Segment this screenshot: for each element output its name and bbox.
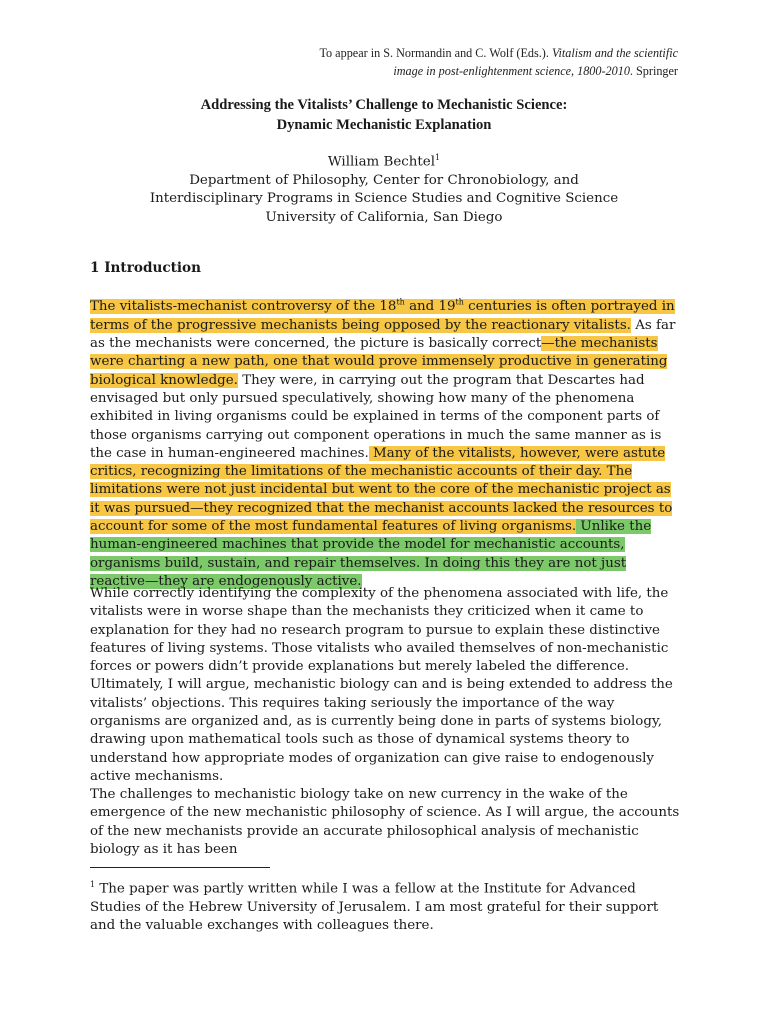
footnote bbox=[90, 876, 682, 936]
author-block bbox=[90, 149, 678, 227]
publication-note-suffix: . Springer bbox=[629, 64, 678, 78]
publication-note bbox=[300, 44, 678, 80]
paper-title-line-2: Dynamic Mechanistic Explanation bbox=[276, 117, 492, 133]
publication-note-prefix: To appear in S. Normandin and C. Wolf (Eds.). bbox=[319, 46, 549, 60]
plain-text: As far as the mechanists were concerned, the picture is basically correct bbox=[90, 317, 676, 352]
author-footnote-mark: 1 bbox=[434, 153, 441, 162]
plain-text: They were, in carrying out the program that Descartes had envisaged but only pursued speculatively, showing how many of the phenomena exhibited in living organisms could be explained in terms of the component parts of those organisms carrying out component operations in much the same manner as is the case in human-engineered machines. bbox=[90, 372, 662, 461]
paragraph-3: The challenges to mechanistic biology take on new currency in the wake of the emergence of the new mechanistic philosophy of science. As I will argue, the accounts of the new mechanists provide an accurate philosophical analysis of mechanistic biology as it has been bbox=[90, 787, 680, 857]
author-affiliation-1: Department of Philosophy, Center for Chronobiology, and bbox=[189, 172, 579, 188]
author-affiliation-2: Interdisciplinary Programs in Science Studies and Cognitive Science bbox=[149, 191, 619, 207]
publication-book-title: Vitalism and the scientific image in post-enlightenment science, 1800-2010 bbox=[393, 46, 678, 78]
footnote-divider bbox=[90, 867, 270, 868]
paper-title bbox=[90, 95, 678, 135]
footnote-mark: 1 bbox=[90, 880, 96, 889]
highlight-green: Unlike the human-engineered machines that provide the model for mechanistic accounts, organisms build, sustain, and repair themselves. In doing this they are not just reactive—they are endogenously active. bbox=[90, 519, 652, 589]
section-heading: 1 Introduction bbox=[90, 260, 202, 276]
highlight-orange: —the mechanists were charting a new path, one that would prove immensely productive in generating biological knowledge. bbox=[90, 336, 668, 388]
highlight-orange: The vitalists-mechanist controversy of the 18th and 19th centuries is often portrayed in terms of the progressive mechanists being opposed by the reactionary vitalists. bbox=[90, 298, 675, 333]
paragraph-2: While correctly identifying the complexity of the phenomena associated with life, the vitalists were in worse shape than the mechanists they criticized when it came to explanation for they had no research program to pursue to explain these distinctive features of living systems. Those vitalists who availed themselves of non-mechanistic forces or powers didn’t provide explanations but merely labeled the difference. Ultimately, I will argue, mechanistic biology can and is being extended to address the vitalists’ objections. This requires taking seriously the importance of the way organisms are organized and, as is currently being done in parts of systems biology, drawing upon mathematical tools such as those of dynamical systems theory to understand how appropriate modes of organization can give raise to endogenously active mechanisms. bbox=[90, 586, 673, 784]
highlight-orange: Many of the vitalists, however, were astute critics, recognizing the limitations of the mechanistic accounts of their day. The limitations were not just incidental but went to the core of the mechanistic project as it was pursued—they recognized that the mechanist accounts lacked the resources to account for some of the most fundamental features of living organisms. bbox=[90, 445, 673, 535]
footnote-text: The paper was partly written while I was a fellow at the Institute for Advanced Studies of the Hebrew University of Jerusalem. I am most grateful for their support and the valuable exchanges with colleagues there. bbox=[90, 881, 659, 934]
author-name: William Bechtel$^1$ bbox=[327, 153, 441, 170]
paragraph-1 bbox=[90, 294, 682, 591]
paper-title-line-1: Addressing the Vitalists’ Challenge to Mechanistic Science: bbox=[200, 97, 568, 113]
author-affiliation-3: University of California, San Diego bbox=[265, 209, 503, 225]
